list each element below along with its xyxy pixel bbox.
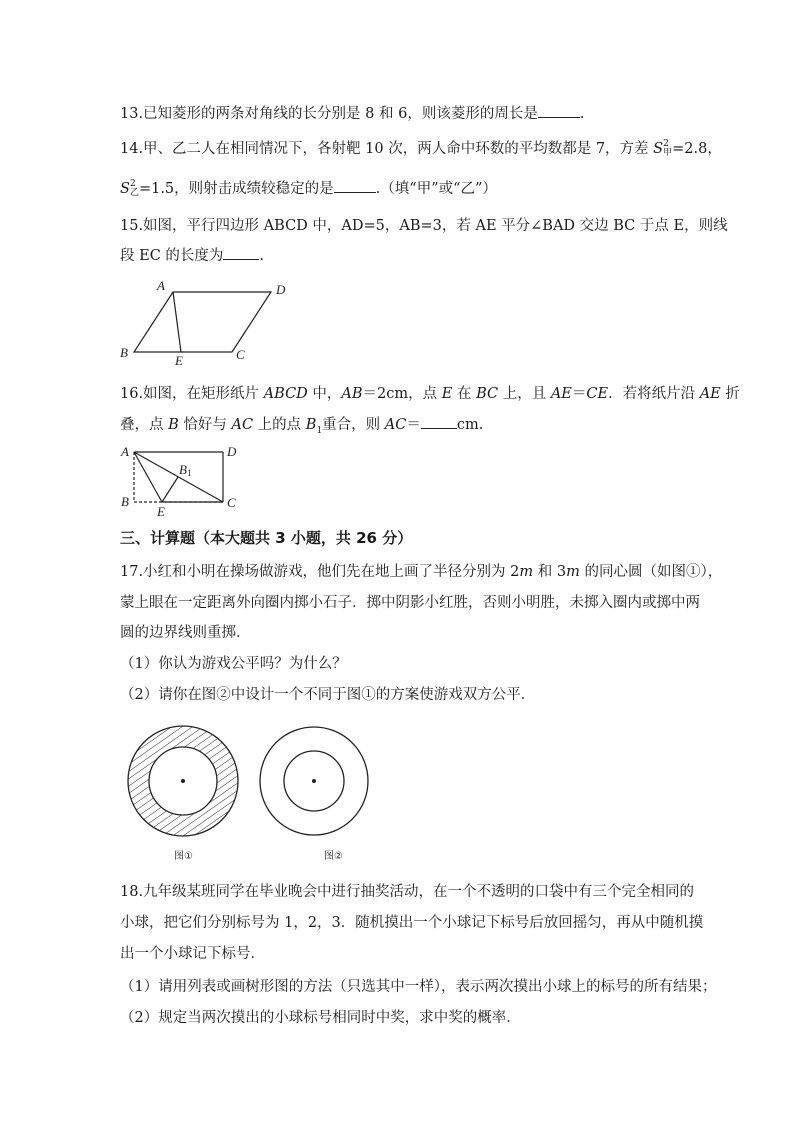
label-d: D <box>227 444 237 459</box>
label-a: A <box>157 278 165 293</box>
section-3-heading: 三、计算题（本大题共 3 小题，共 26 分） <box>120 529 413 547</box>
q16-answer-blank <box>421 414 457 429</box>
q15-answer-blank <box>223 245 259 260</box>
question-17-sub-2: （2）请你在图②中设计一个不同于图①的方案使游戏双方公平． <box>120 687 536 703</box>
segment-ae <box>173 292 181 352</box>
question-15-line-1: 15.如图，平行四边形 ABCD 中，AD=5，AB=3，若 AE 平分∠BAD 交边 BC 于点 E，则线 <box>120 218 728 234</box>
rectangle-fold-figure <box>115 442 245 520</box>
label-d: D <box>276 282 286 297</box>
question-18-line-3: 出一个小球记下标号． <box>120 946 265 962</box>
label-e: E <box>157 504 165 519</box>
label-b: B <box>121 494 129 509</box>
q14-answer-blank <box>334 178 376 193</box>
label-c: C <box>236 347 245 362</box>
question-14-line-2: S 2 乙 =1.5，则射击成绩较稳定的是 .（填“甲”或“乙”） <box>120 179 497 198</box>
question-18-sub-1: （1）请用列表或画树形图的方法（只选其中一样），表示两次摸出小球上的标号的所有结果； <box>120 979 717 995</box>
question-17-line-2: 蒙上眼在一定距离外向圈内掷小石子．掷中阴影小红胜，否则小明胜，未掷入圈内或掷中两 <box>120 595 700 611</box>
center-dot-2 <box>312 779 316 783</box>
center-dot-1 <box>181 779 185 783</box>
parallelogram-abcd <box>134 292 271 352</box>
figure-2-caption: 图② <box>324 851 343 862</box>
question-18-sub-2: （2）规定当两次摸出的小球标号相同时中奖，求中奖的概率． <box>120 1010 521 1026</box>
question-15-line-2: 段 EC 的长度为 . <box>120 245 264 266</box>
parallelogram-figure <box>115 277 295 365</box>
label-a: A <box>121 444 129 459</box>
question-17-line-3: 圆的边界线则重掷． <box>120 625 251 641</box>
concentric-circles-figure <box>118 720 388 865</box>
question-17-line-1: 17.小红和小明在操场做游戏，他们先在地上画了半径分别为 2m 和 3m 的同心圆（如图①）， <box>120 564 723 580</box>
question-14-line-1: 14.甲、乙二人在相同情况下，各射靶 10 次，两人命中环数的平均数都是 7，方差 S 2 甲 =2.8， <box>120 139 722 158</box>
label-c: C <box>227 495 236 510</box>
label-b1: B1 <box>179 462 192 478</box>
q13-text: 13.已知菱形的两条对角线的长分别是 8 和 6，则该菱形的周长是 <box>120 106 538 122</box>
question-16-line-2: 叠，点 B 恰好与 AC 上的点 $B_1$重合，则 AC＝ cm. <box>120 414 483 441</box>
variance-symbol: S <box>653 141 664 157</box>
q13-answer-blank <box>538 103 580 118</box>
figure-1-caption: 图① <box>174 851 193 862</box>
question-16-line-1: 16.如图，在矩形纸片 ABCD 中，AB＝2cm，点 E 在 BC 上，且 AE＝CE．若将纸片沿 AE 折 <box>120 386 740 402</box>
label-e: E <box>175 353 183 365</box>
label-b: B <box>120 345 128 360</box>
question-18-line-1: 18.九年级某班同学在毕业晚会中进行抽奖活动，在一个不透明的口袋中有三个完全相同的 <box>120 884 695 900</box>
question-13: 13.已知菱形的两条对角线的长分别是 8 和 6，则该菱形的周长是 . <box>120 103 584 124</box>
question-18-line-2: 小球，把它们分别标号为 1，2，3．随机摸出一个小球记下标号后放回摇匀，再从中随机摸 <box>120 915 704 931</box>
question-17-sub-1: （1）你认为游戏公平吗？为什么？ <box>120 656 347 672</box>
segment-eb1 <box>162 477 178 502</box>
